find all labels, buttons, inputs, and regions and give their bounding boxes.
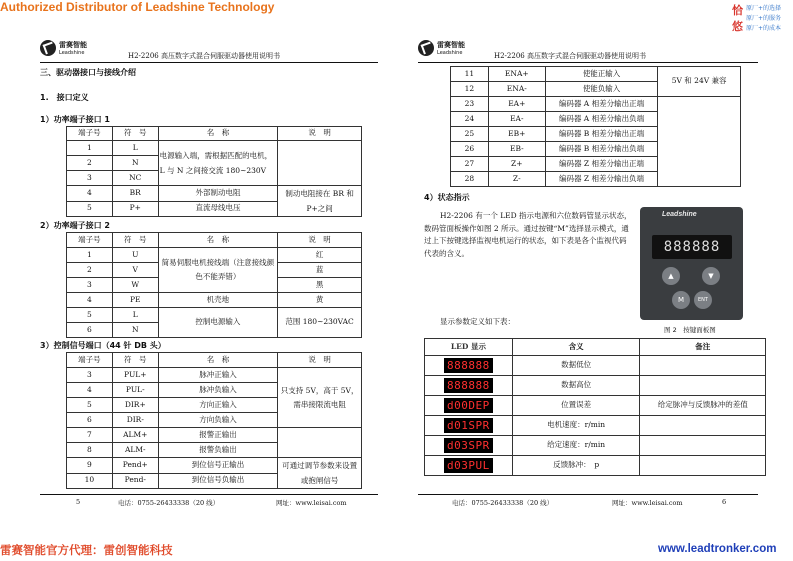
stamp-char-2: 悠: [732, 20, 743, 33]
t1-power-input-desc: 电源输入端，需根据匹配的电机，L 与 N 之间接交流 180~230V: [158, 141, 278, 186]
t5-cell: [640, 416, 766, 436]
left-footer-phone: 电话：0755-26433338（20 线）: [118, 499, 220, 507]
t2-cell: V: [112, 263, 158, 278]
t3-cell: 10: [67, 473, 113, 489]
t2-cell: 红: [278, 248, 362, 263]
logo-en: Leadshine: [437, 50, 463, 56]
t5-head-0: LED 显示: [425, 339, 513, 356]
stamp-char-1: 恰: [732, 4, 743, 17]
t2-cell: 4: [67, 293, 113, 308]
t4-cell: 28: [451, 172, 489, 187]
panel-display: 888888: [652, 235, 732, 259]
left-footer-rule: [40, 494, 378, 495]
t2-cell: 黄: [278, 293, 362, 308]
t2-cell: 黑: [278, 278, 362, 293]
table3-title: 3）控制信号端口（44 针 DB 头）: [40, 341, 166, 350]
t2-cell: L: [112, 308, 158, 323]
right-header-rule: [418, 62, 758, 63]
t3-cell: 7: [67, 428, 113, 443]
left-header-rule: [40, 62, 378, 63]
t4-cell: 使能负输入: [545, 82, 658, 97]
t2-cell: PE: [112, 293, 158, 308]
led-code: 888888: [444, 378, 493, 393]
t1-empty-desc: [278, 141, 362, 186]
t3-head-2: 名 称: [158, 353, 278, 368]
t3-param-desc: 可通过调节参数来设置或抱闸信号: [278, 458, 362, 489]
t1-head-0: 端子号: [67, 127, 113, 141]
t5-cell: 电机速度：r/min: [512, 416, 640, 436]
led-cell: [425, 456, 513, 476]
t3-voltage-desc: 只支持 5V，高于 5V，需串接限流电阻: [278, 368, 362, 428]
led-code: d01SPR: [444, 418, 493, 433]
t4-cell: ENA-: [488, 82, 545, 97]
led-display-table: [424, 338, 766, 476]
t4-cell: 使能正输入: [545, 67, 658, 82]
t4-cell: EB+: [488, 127, 545, 142]
led-cell: [425, 396, 513, 416]
t1-head-1: 符 号: [112, 127, 158, 141]
t3-cell: DIR-: [112, 413, 158, 428]
t1-cell: 1: [67, 141, 113, 156]
t4-cell: EA-: [488, 112, 545, 127]
t4-cell: Z-: [488, 172, 545, 187]
t5-head-2: 备注: [640, 339, 766, 356]
t4-cell: Z+: [488, 157, 545, 172]
t1-cell: BR: [112, 186, 158, 202]
t1-brake-desc: 制动电阻接在 BR 和 P+之间: [278, 186, 362, 217]
t1-cell: 5: [67, 201, 113, 217]
led-code: d00DEP: [444, 398, 493, 413]
t3-cell: 4: [67, 383, 113, 398]
t4-compat-desc: 5V 和 24V 兼容: [658, 67, 741, 97]
t2-cell: 机壳地: [158, 293, 277, 308]
t1-cell: 3: [67, 171, 113, 186]
t1-cell: 4: [67, 186, 113, 202]
left-logo: [40, 40, 87, 56]
control-signal-table-cont: [450, 66, 741, 187]
led-cell: [425, 376, 513, 396]
t3-cell: 到位信号正输出: [158, 458, 278, 474]
t3-cell: 报警负输出: [158, 443, 278, 458]
t1-cell: P+: [112, 201, 158, 217]
t2-head-0: 端子号: [67, 233, 113, 248]
t3-cell: 方向正输入: [158, 398, 278, 413]
led-cell: [425, 416, 513, 436]
logo-cn: 雷赛智能: [59, 41, 87, 49]
table-intro: 显示参数定义如下表：: [440, 317, 515, 326]
left-footer-web: 网址：www.leisai.com: [276, 499, 347, 507]
t3-cell: PUL-: [112, 383, 158, 398]
t4-cell: 11: [451, 67, 489, 82]
t2-cell: W: [112, 278, 158, 293]
subsection-interface: 1. 接口定义: [40, 93, 89, 102]
control-signal-table: [66, 352, 362, 489]
t4-cell: EB-: [488, 142, 545, 157]
t3-cell: 5: [67, 398, 113, 413]
led-code: 888888: [444, 358, 493, 373]
figure-caption: 图 2 按键面板图: [664, 326, 716, 334]
status-section-title: 4）状态指示: [424, 193, 470, 202]
led-code: d03PUL: [444, 458, 493, 473]
panel-up-button-icon: ▲: [662, 267, 680, 285]
website-link[interactable]: www.leadtronker.com: [658, 543, 777, 555]
leadshine-logo-icon: [418, 40, 434, 56]
keypad-panel-image: [640, 207, 743, 320]
t5-cell: 位置误差: [512, 396, 640, 416]
distributor-stamp: [732, 2, 790, 34]
t1-head-3: 说 明: [278, 127, 362, 141]
t3-cell: 8: [67, 443, 113, 458]
t3-cell: Pend-: [112, 473, 158, 489]
stamp-line-1: 原厂+的选择: [746, 5, 782, 12]
official-agent-banner: 雷赛智能官方代理：雷创智能科技: [0, 543, 173, 557]
t3-cell: 报警正输出: [158, 428, 278, 443]
t3-head-1: 符 号: [112, 353, 158, 368]
right-logo: [418, 40, 465, 56]
t3-cell: ALM+: [112, 428, 158, 443]
t5-head-1: 含义: [512, 339, 640, 356]
led-code: d03SPR: [444, 438, 493, 453]
t3-head-3: 说 明: [278, 353, 362, 368]
led-cell: [425, 436, 513, 456]
t2-cell: 5: [67, 308, 113, 323]
t4-cell: 23: [451, 97, 489, 112]
power-terminal-table-1: [66, 126, 362, 217]
right-footer-phone: 电话：0755-26433338（20 线）: [452, 499, 554, 507]
t5-cell: [640, 356, 766, 376]
stamp-line-3: 原厂+的成本: [746, 25, 782, 32]
t4-cell: 12: [451, 82, 489, 97]
t1-head-2: 名 称: [158, 127, 278, 141]
t3-cell: DIR+: [112, 398, 158, 413]
t1-cell: 直流母线电压: [158, 201, 278, 217]
t1-cell: 外部制动电阻: [158, 186, 278, 202]
t2-cell: 3: [67, 278, 113, 293]
table2-title: 2）功率端子接口 2: [40, 221, 110, 230]
t2-cell: 2: [67, 263, 113, 278]
left-page-number: 5: [76, 498, 81, 506]
t2-cell: 1: [67, 248, 113, 263]
t4-cell: 编码器 A 相差分输出负端: [545, 112, 658, 127]
panel-brand: Leadshine: [662, 211, 697, 218]
logo-cn: 雷赛智能: [437, 41, 465, 49]
panel-m-button: M: [672, 291, 690, 309]
t3-cell: 到位信号负输出: [158, 473, 278, 489]
leadshine-logo-icon: [40, 40, 56, 56]
t4-cell: 编码器 B 相差分输出负端: [545, 142, 658, 157]
t3-cell: 3: [67, 368, 113, 383]
t2-cell: N: [112, 323, 158, 338]
distributor-banner: Authorized Distributor of Leadshine Technology: [0, 0, 275, 14]
t2-cell: 6: [67, 323, 113, 338]
t3-cell: Pend+: [112, 458, 158, 474]
t2-motor-wiring-desc: 简易伺服电机接线端（注意接线颜色不能弄错）: [158, 248, 277, 293]
t5-cell: [640, 376, 766, 396]
t5-cell: 反馈脉冲： p: [512, 456, 640, 476]
t4-cell: 编码器 B 相差分输出正端: [545, 127, 658, 142]
left-header-title: H2-2206 高压数字式混合伺服驱动器使用说明书: [128, 52, 280, 60]
t2-head-1: 符 号: [112, 233, 158, 248]
power-terminal-table-2: [66, 232, 362, 338]
panel-down-button-icon: ▼: [702, 267, 720, 285]
t2-cell: 蓝: [278, 263, 362, 278]
stamp-line-2: 原厂+的服务: [746, 15, 782, 22]
panel-ent-button: ENT: [694, 291, 712, 309]
t3-cell: 脉冲负输入: [158, 383, 278, 398]
t4-cell: ENA+: [488, 67, 545, 82]
t4-cell: EA+: [488, 97, 545, 112]
t1-cell: L: [112, 141, 158, 156]
t3-head-0: 端子号: [67, 353, 113, 368]
t4-cell: 24: [451, 112, 489, 127]
t3-cell: 9: [67, 458, 113, 474]
t4-cell: 编码器 Z 相差分输出正端: [545, 157, 658, 172]
right-page-number: 6: [722, 498, 727, 506]
section-title: 三、驱动器接口与接线介绍: [40, 68, 136, 77]
t4-empty-desc: [658, 97, 741, 187]
t4-cell: 编码器 Z 相差分输出负端: [545, 172, 658, 187]
t2-head-2: 名 称: [158, 233, 277, 248]
t1-cell: 2: [67, 156, 113, 171]
t5-cell: [640, 456, 766, 476]
t3-cell: PUL+: [112, 368, 158, 383]
logo-en: Leadshine: [59, 50, 85, 56]
t3-cell: 方向负输入: [158, 413, 278, 428]
right-header-title: H2-2206 高压数字式混合伺服驱动器使用说明书: [494, 52, 646, 60]
t4-cell: 25: [451, 127, 489, 142]
t3-cell: 脉冲正输入: [158, 368, 278, 383]
t3-cell: ALM-: [112, 443, 158, 458]
t1-cell: N: [112, 156, 158, 171]
t5-cell: [640, 436, 766, 456]
t3-cell: 6: [67, 413, 113, 428]
t5-cell: 数据高位: [512, 376, 640, 396]
t5-cell: 数据低位: [512, 356, 640, 376]
t3-empty-desc: [278, 428, 362, 458]
table1-title: 1）功率端子接口 1: [40, 115, 110, 124]
t2-control-power-desc: 控制电源输入: [158, 308, 277, 338]
t5-cell: 给定脉冲与反馈脉冲的差值: [640, 396, 766, 416]
t2-cell: U: [112, 248, 158, 263]
t2-head-3: 说 明: [278, 233, 362, 248]
t2-range-desc: 范围 180~230VAC: [278, 308, 362, 338]
t1-cell: NC: [112, 171, 158, 186]
t4-cell: 编码器 A 相差分输出正端: [545, 97, 658, 112]
t5-cell: 给定速度：r/min: [512, 436, 640, 456]
t4-cell: 27: [451, 157, 489, 172]
right-footer-rule: [418, 494, 758, 495]
status-paragraph: H2-2206 有一个 LED 指示电源和六位数码管显示状态，数码管面板操作如图 2 所示。通过按键“M”选择显示模式，通过上下按键选择监视电机运行的状态，如下表是各个监视代码代表的含义。: [424, 211, 632, 258]
right-footer-web: 网址：www.leisai.com: [612, 499, 683, 507]
t4-cell: 26: [451, 142, 489, 157]
led-cell: [425, 356, 513, 376]
